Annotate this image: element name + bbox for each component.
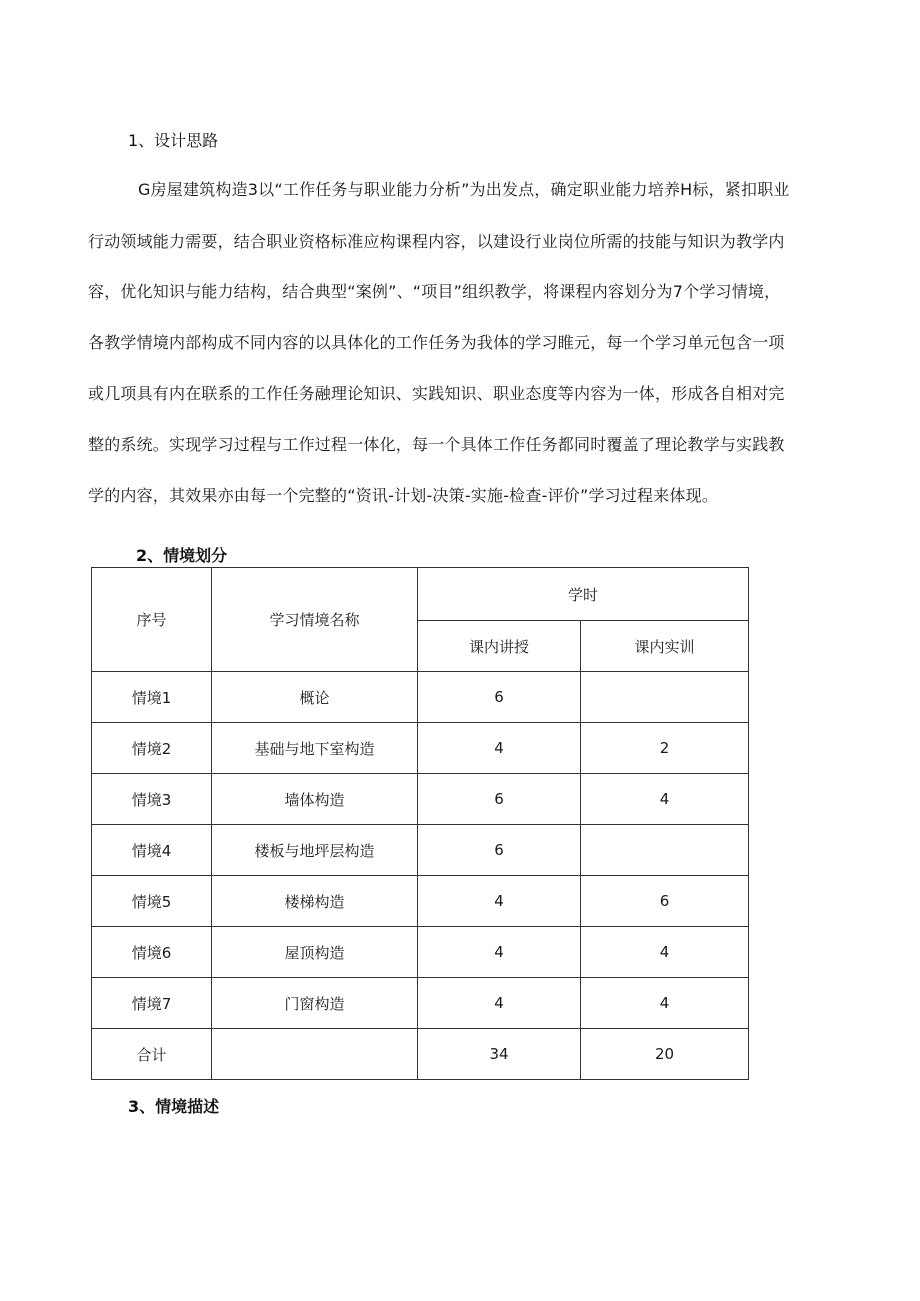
cell-name: 门窗构造: [212, 978, 418, 1029]
cell-practice: 4: [581, 927, 749, 978]
cell-practice: 2: [581, 723, 749, 774]
table-row: [92, 672, 749, 723]
cell-lecture: 4: [418, 876, 581, 927]
cell-practice: 4: [581, 978, 749, 1029]
total-label: 合计: [92, 1029, 212, 1080]
paragraph-line: 或几项具有内在联系的工作任务融理论知识、实践知识、职业态度等内容为一体，形成各自相对完: [88, 384, 785, 403]
cell-seq: 情境2: [92, 723, 212, 774]
cell-name: 基础与地下室构造: [212, 723, 418, 774]
total-name: [212, 1029, 418, 1080]
header-lecture: 课内讲授: [418, 621, 581, 672]
table-total-row: [92, 1029, 749, 1080]
paragraph-line: 容，优化知识与能力结构，结合典型“案例”、“项目”组织教学，将课程内容划分为7个学习情境，: [88, 282, 781, 301]
cell-name: 概论: [212, 672, 418, 723]
paragraph-line: 整的系统。实现学习过程与工作过程一体化，每一个具体工作任务都同时覆盖了理论教学与实践教: [88, 435, 785, 454]
paragraph-line: 行动领域能力需要，结合职业资格标准应构课程内容，以建设行业岗位所需的技能与知识为教学内: [88, 232, 785, 251]
header-practice: 课内实训: [581, 621, 749, 672]
total-lecture: 34: [418, 1029, 581, 1080]
cell-lecture: 4: [418, 927, 581, 978]
cell-practice: 6: [581, 876, 749, 927]
table-row: [92, 825, 749, 876]
cell-seq: 情境6: [92, 927, 212, 978]
cell-seq: 情境1: [92, 672, 212, 723]
cell-lecture: 4: [418, 723, 581, 774]
cell-practice: 4: [581, 774, 749, 825]
section-3-heading: 3、情境描述: [128, 1097, 220, 1116]
cell-seq: 情境3: [92, 774, 212, 825]
cell-seq: 情境5: [92, 876, 212, 927]
cell-practice: [581, 825, 749, 876]
table-row: [92, 927, 749, 978]
table-row: [92, 774, 749, 825]
cell-lecture: 6: [418, 672, 581, 723]
section-2-heading: 2、情境划分: [136, 546, 228, 565]
header-hours: 学时: [418, 568, 749, 621]
cell-name: 墙体构造: [212, 774, 418, 825]
cell-name: 楼板与地坪层构造: [212, 825, 418, 876]
table-header-row: [92, 568, 749, 621]
learning-situations-table: [91, 567, 749, 1080]
cell-lecture: 4: [418, 978, 581, 1029]
section-1-heading: 1、设计思路: [128, 131, 219, 150]
table-row: [92, 978, 749, 1029]
cell-name: 屋顶构造: [212, 927, 418, 978]
cell-seq: 情境7: [92, 978, 212, 1029]
cell-seq: 情境4: [92, 825, 212, 876]
cell-practice: [581, 672, 749, 723]
table-row: [92, 723, 749, 774]
paragraph-line: G房屋建筑构造3以“工作任务与职业能力分析”为出发点，确定职业能力培养H标，紧扣职业: [138, 180, 790, 199]
total-practice: 20: [581, 1029, 749, 1080]
table-row: [92, 876, 749, 927]
cell-name: 楼梯构造: [212, 876, 418, 927]
cell-lecture: 6: [418, 825, 581, 876]
paragraph-line: 学的内容，其效果亦由每一个完整的“资讯-计划-决策-实施-检查-评价”学习过程来体现。: [88, 486, 719, 505]
paragraph-line: 各教学情境内部构成不同内容的以具体化的工作任务为我体的学习睢元，每一个学习单元包含一项: [88, 333, 785, 352]
header-name: 学习情境名称: [212, 568, 418, 672]
header-seq: 序号: [92, 568, 212, 672]
cell-lecture: 6: [418, 774, 581, 825]
